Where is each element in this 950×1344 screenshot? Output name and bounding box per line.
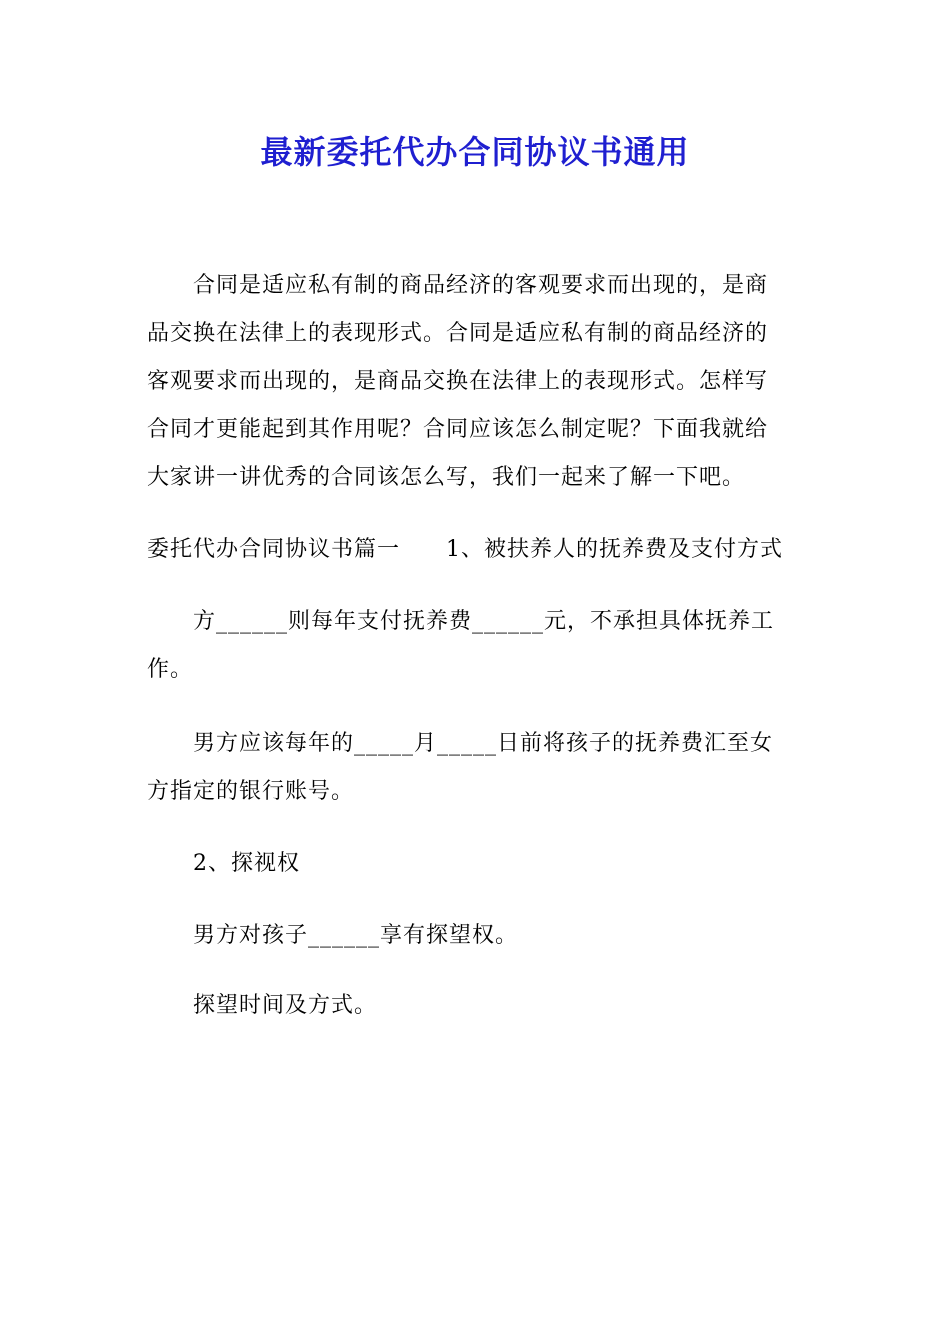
intro-paragraph: [147, 262, 807, 502]
intro-line: 合同是适应私有制的商品经济的客观要求而出现的，是商: [193, 273, 769, 298]
payment-paragraph: [147, 720, 807, 816]
intro-line: 客观要求而出现的，是商品交换在法律上的表现形式。怎样写: [147, 369, 769, 394]
support-line: 作。: [147, 657, 194, 682]
payment-line: 方指定的银行账号。: [147, 779, 355, 804]
intro-line: 合同才更能起到其作用呢？合同应该怎么制定呢？下面我就给: [147, 417, 769, 442]
document-body: [147, 262, 807, 1030]
document-title: 最新委托代办合同协议书通用: [260, 133, 690, 171]
item-2-heading: 2、探视权: [193, 851, 300, 876]
support-line: 方______则每年支付抚养费______元，不承担具体抚养工: [193, 609, 775, 634]
section-heading: 委托代办合同协议书篇一 1、被扶养人的抚养费及支付方式: [147, 537, 783, 562]
intro-line: 品交换在法律上的表现形式。合同是适应私有制的商品经济的: [147, 321, 769, 346]
visit-paragraph: 男方对孩子______享有探望权。: [193, 923, 519, 948]
intro-line: 大家讲一讲优秀的合同该怎么写，我们一起来了解一下吧。: [147, 465, 746, 490]
payment-line: 男方应该每年的_____月_____日前将孩子的抚养费汇至女: [193, 731, 774, 756]
support-paragraph: [147, 598, 807, 694]
visit-time-paragraph: 探望时间及方式。: [193, 993, 378, 1018]
